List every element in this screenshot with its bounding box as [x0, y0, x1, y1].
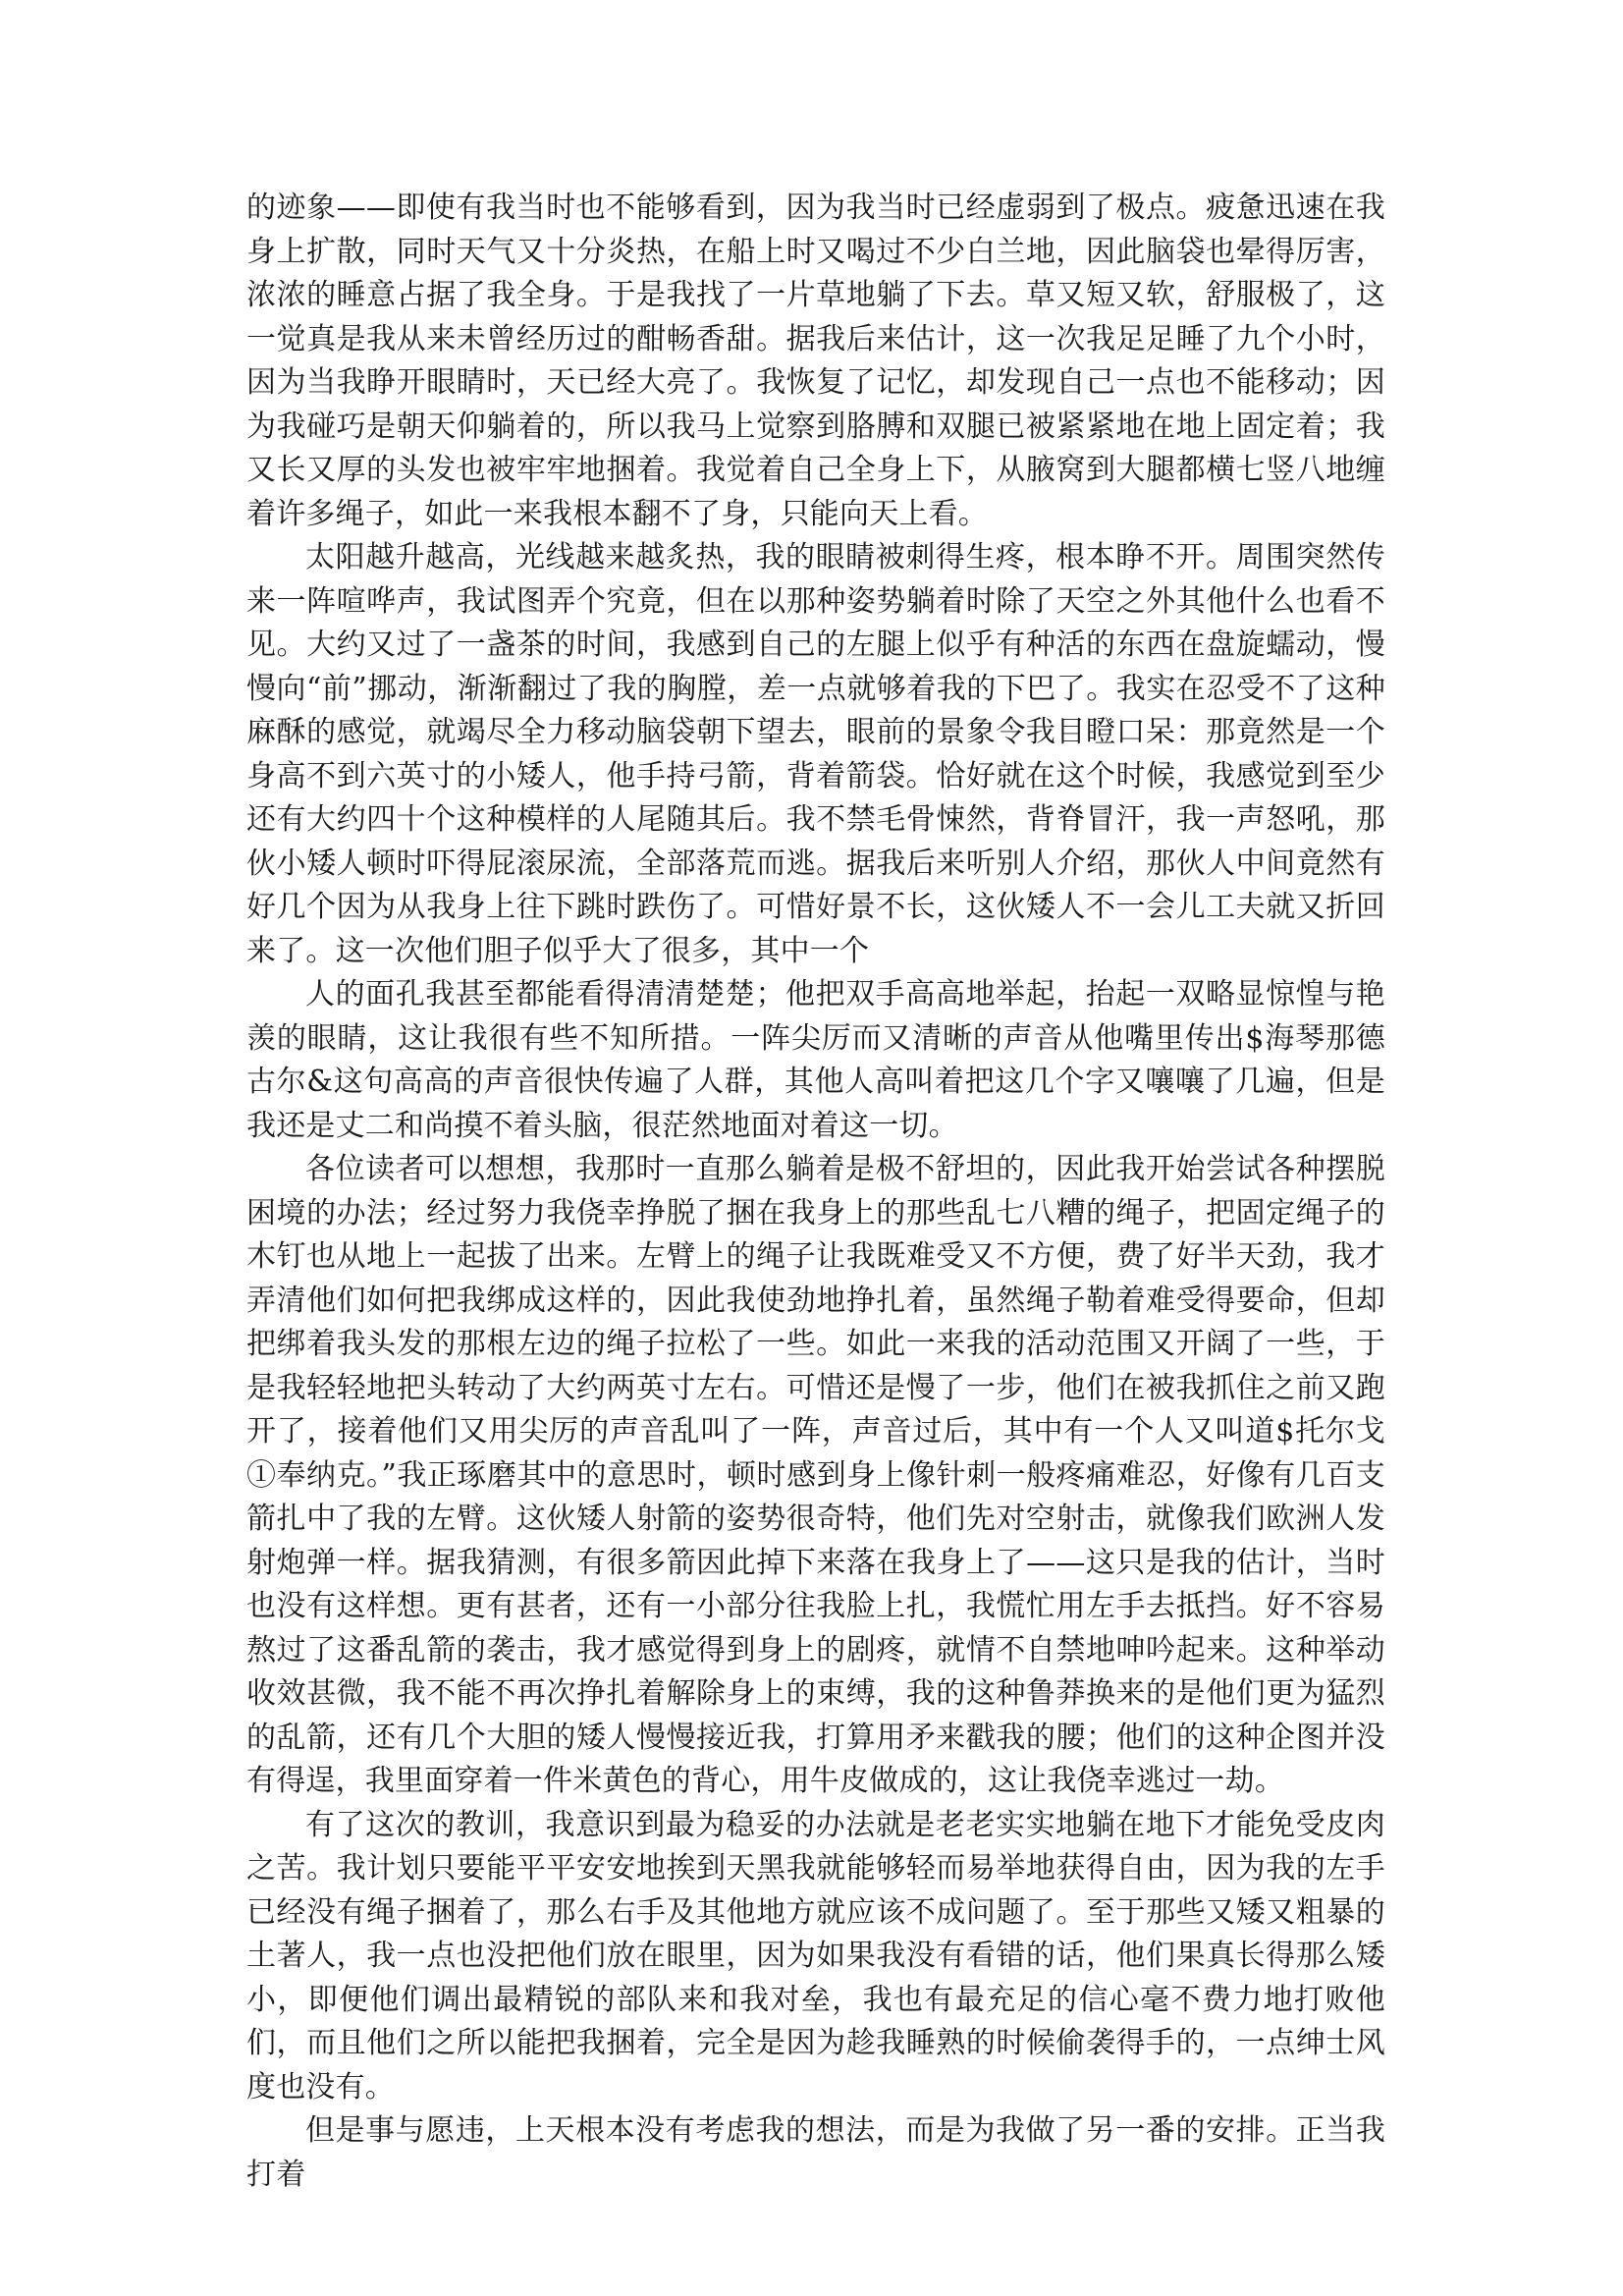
paragraph-6: 但是事与愿违，上天根本没有考虑我的想法，而是为我做了另一番的安排。正当我打着 — [246, 2113, 1385, 2192]
paragraph-4: 各位读者可以想想，我那时一直那么躺着是极不舒坦的，因此我开始尝试各种摆脱困境的办法；经过努力我侥幸挣脱了捆在我身上的那些乱七八糟的绳子，把固定绳子的木钉也从地上一起拔了出来。左臂上的绳子让我既难受又不方便，费了好半天劲，我才弄清他们如何把我绑成这样的，因此我使劲地挣扎着，虽然绳子勒着难受得要命，但却把绑着我头发的那根左边的绳子拉松了一些。如此一来我的活动范围又开阔了一些，于是我轻轻地把头转动了大约两英寸左右。可惜还是慢了一步，他们在被我抓住之前又跑开了，接着他们又用尖厉的声音乱叫了一阵，声音过后，其中有一个人又叫道$托尔戈①奉纳克。”我正琢磨其中的意思时，顿时感到身上像针刺一般疼痛难忍，好像有几百支箭扎中了我的左臂。这伙矮人射箭的姿势很奇特，他们先对空射击，就像我们欧洲人发射炮弹一样。据我猜测，有很多箭因此掉下来落在我身上了——这只是我的估计，当时也没有这样想。更有甚者，还有一小部分往我脸上扎，我慌忙用左手去抵挡。好不容易熬过了这番乱箭的袭击，我才感觉得到身上的剧疼，就情不自禁地呻吟起来。这种举动收效甚微，我不能不再次挣扎着解除身上的束缚，我的这种鲁莽换来的是他们更为猛烈的乱箭，还有几个大胆的矮人慢慢接近我，打算用矛来戳我的腰；他们的这种企图并没有得逞，我里面穿着一件米黄色的背心，用牛皮做成的，这让我侥幸逃过一劫。 — [246, 1152, 1385, 1798]
paragraph-3: 人的面孔我甚至都能看得清清楚楚；他把双手高高地举起，抬起一双略显惊惶与艳羡的眼睛，这让我很有些不知所措。一阵尖厉而又清晰的声音从他嘴里传出$海琴那德古尔&这句高高的声音很快传遍了人群，其他人高叫着把这几个字又嚷嚷了几遍，但是我还是丈二和尚摸不着头脑，很茫然地面对着这一切。 — [246, 977, 1385, 1143]
paragraph-2: 太阳越升越高，光线越来越炙热，我的眼睛被刺得生疼，根本睁不开。周围突然传来一阵喧哗声，我试图弄个究竟，但在以那种姿势躺着时除了天空之外其他什么也看不见。大约又过了一盏茶的时间，我感到自己的左腿上似乎有种活的东西在盘旋蠕动，慢慢向“前”挪动，渐渐翻过了我的胸膛，差一点就够着我的下巴了。我实在忍受不了这种麻酥的感觉，就竭尽全力移动脑袋朝下望去，眼前的景象令我目瞪口呆：那竟然是一个身高不到六英寸的小矮人，他手持弓箭，背着箭袋。恰好就在这个时候，我感觉到至少还有大约四十个这种模样的人尾随其后。我不禁毛骨悚然，背脊冒汗，我一声怒吼，那伙小矮人顿时吓得屁滚尿流，全部落荒而逃。据我后来听别人介绍，那伙人中间竟然有好几个因为从我身上往下跳时跌伤了。可惜好景不长，这伙矮人不一会儿工夫就又折回来了。这一次他们胆子似乎大了很多，其中一个 — [246, 540, 1385, 968]
paragraph-5: 有了这次的教训，我意识到最为稳妥的办法就是老老实实地躺在地下才能免受皮肉之苦。我计划只要能平平安安地挨到天黑我就能够轻而易举地获得自由，因为我的左手已经没有绳子捆着了，那么右手及其他地方就应该不成问题了。至于那些又矮又粗暴的土著人，我一点也没把他们放在眼里，因为如果我没有看错的话，他们果真长得那么矮小，即便他们调出最精锐的部队来和我对垒，我也有最充足的信心毫不费力地打败他们，而且他们之所以能把我捆着，完全是因为趁我睡熟的时候偷袭得手的，一点绅士风度也没有。 — [246, 1807, 1385, 2105]
document-page — [246, 187, 1385, 2197]
paragraph-1: 的迹象——即使有我当时也不能够看到，因为我当时已经虚弱到了极点。疲惫迅速在我身上扩散，同时天气又十分炎热，在船上时又喝过不少白兰地，因此脑袋也晕得厉害，浓浓的睡意占据了我全身。于是我找了一片草地躺了下去。草又短又软，舒服极了，这一觉真是我从来未曾经历过的酣畅香甜。据我后来估计，这一次我足足睡了九个小时，因为当我睁开眼睛时，天已经大亮了。我恢复了记忆，却发现自己一点也不能移动；因为我碰巧是朝天仰躺着的，所以我马上觉察到胳膊和双腿已被紧紧地在地上固定着；我又长又厚的头发也被牢牢地捆着。我觉着自己全身上下，从腋窝到大腿都横七竖八地缠着许多绳子，如此一来我根本翻不了身，只能向天上看。 — [246, 191, 1385, 531]
